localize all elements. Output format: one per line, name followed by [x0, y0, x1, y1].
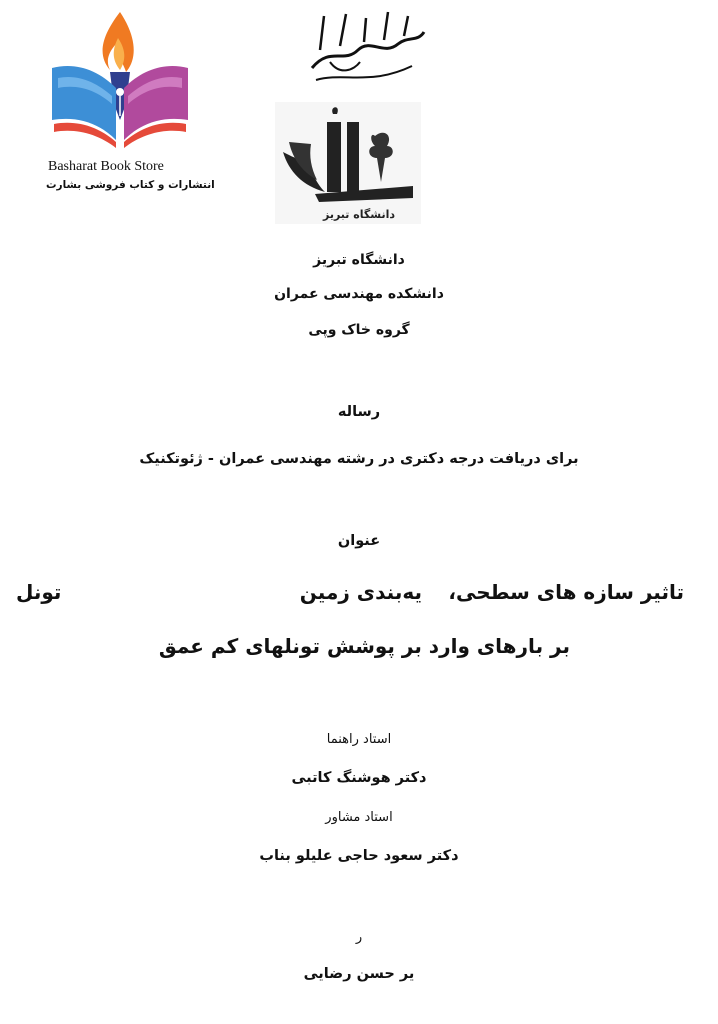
- emblem-text: دانشگاه تبریز: [322, 208, 396, 221]
- bookstore-subtitle: انتشارات و کتاب فروشی بشارت: [46, 179, 215, 191]
- degree-text: برای دریافت درجه دکتری در رشته مهندسی عمران - ژئوتکنیک: [139, 451, 579, 467]
- title-line2: بر بارهای وارد بر پوشش تونلهای کم عمق: [158, 634, 570, 658]
- university-name: دانشگاه تبریز: [313, 252, 405, 268]
- bookstore-logo: [40, 8, 215, 198]
- book-flame-icon: [40, 8, 200, 158]
- title-line1-part-b: یه‌بندی زمین: [299, 580, 422, 604]
- extra-mark: ر: [355, 930, 363, 945]
- basmala-calligraphy: [300, 6, 430, 96]
- thesis-label: رساله: [337, 404, 381, 420]
- author-name: یر حسن رضایی: [303, 966, 415, 982]
- calligraphy-icon: [300, 6, 430, 96]
- university-emblem: [275, 102, 421, 224]
- university-emblem-icon: [275, 102, 421, 224]
- title-line1-part-c: تونل: [16, 580, 62, 604]
- title-label: عنوان: [337, 533, 381, 549]
- department-name: گروه خاک وپی: [308, 322, 410, 338]
- faculty-name: دانشکده مهندسی عمران: [274, 286, 444, 302]
- consultant-label: استاد مشاور: [325, 810, 393, 825]
- advisor-name: دکتر هوشنگ کاتبی: [291, 770, 427, 786]
- bookstore-name: Basharat Book Store: [48, 159, 164, 174]
- title-line1-part-a: تاثیر سازه های سطحی،: [448, 580, 684, 604]
- advisor-label: استاد راهنما: [326, 732, 392, 747]
- consultant-name: دکتر سعود حاجی علیلو بناب: [259, 848, 459, 864]
